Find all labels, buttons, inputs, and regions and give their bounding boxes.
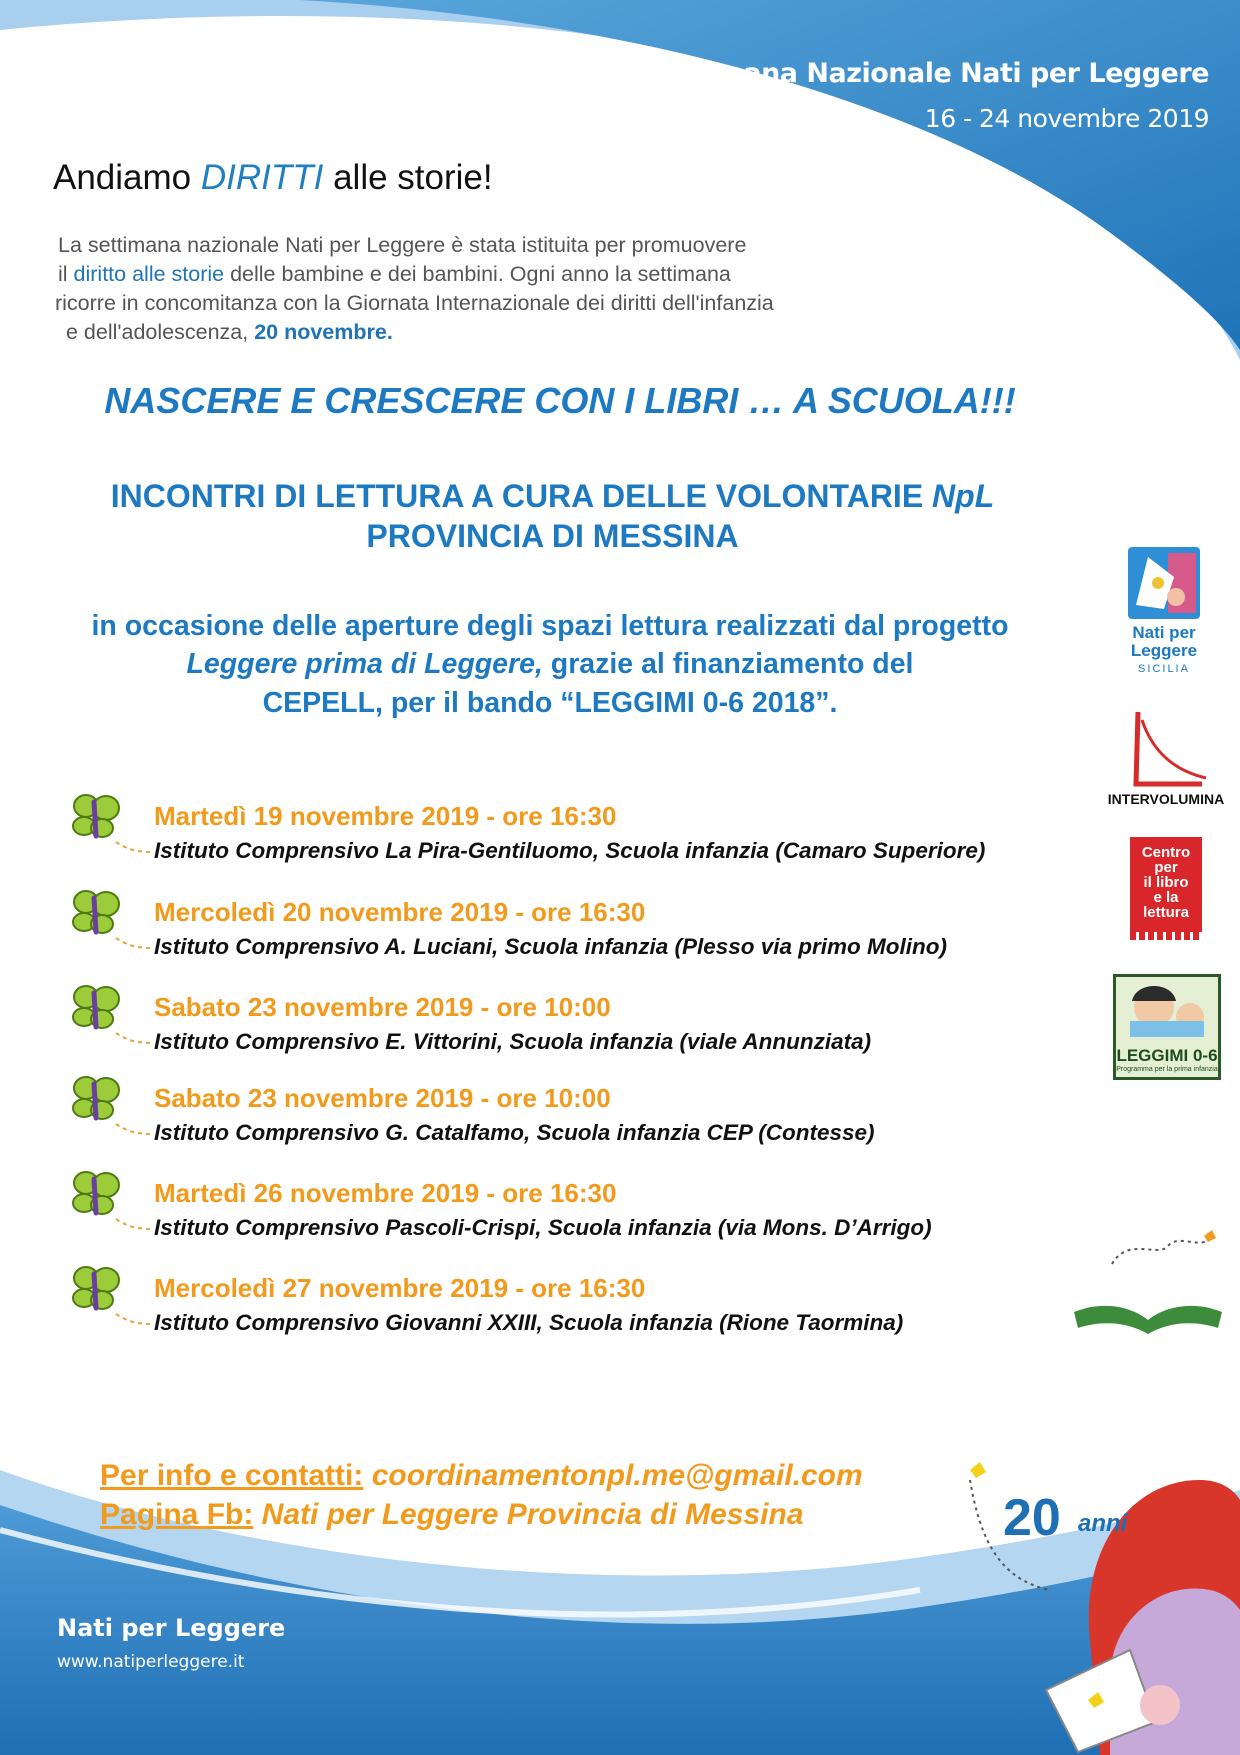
butterfly-icon [68,1167,158,1239]
footer-url[interactable]: www.natiperleggere.it [57,1652,245,1672]
intervolumina-text: INTERVOLUMINA [1107,791,1225,806]
occasion-line-1: in occasione delle aperture degli spazi lettura realizzati dal progetto [91,610,1009,642]
event-date-1: Martedì 19 novembre 2019 - ore 16:30 [154,801,617,831]
cepell-logo-stripe [1130,932,1202,940]
subhead-line-1 [0,478,1105,515]
butterfly-icon [68,1262,158,1334]
event-place-4: Istituto Comprensivo G. Catalfamo, Scuola infanzia CEP (Contesse) [154,1120,875,1145]
intro-highlight-date: 20 novembre. [254,320,393,344]
intro-line-1: La settimana nazionale Nati per Leggere è stata istituita per promuovere [58,233,747,257]
subhead-pre: INCONTRI DI LETTURA A CURA DELLE VOLONTARIE [110,478,933,514]
event-place-3: Istituto Comprensivo E. Vittorini, Scuola infanzia (viale Annunziata) [154,1029,872,1054]
event-place-2: Istituto Comprensivo A. Luciani, Scuola infanzia (Plesso via primo Molino) [154,934,948,959]
cepell-l5: lettura [1143,904,1189,921]
intro-l4-pre: e dell'adolescenza, [66,320,255,344]
event-series-dates: 16 - 24 novembre 2019 [924,104,1209,133]
occasion-line-2 [0,645,1100,683]
slogan-post: alle storie! [323,158,493,197]
cepell-l4: e la [1153,889,1179,906]
contact-email[interactable]: coordinamentonpl.me@gmail.com [363,1459,863,1492]
slogan-emphasis: DIRITTI [200,158,324,197]
open-book-icon [1068,1228,1228,1338]
occasion-l2-post: grazie al finanziamento del [542,648,914,680]
intro-l2-post: delle bambine e dei bambini. Ogni anno la settimana [224,262,731,286]
event-place-6: Istituto Comprensivo Giovanni XXIII, Scuola infanzia (Rione Taormina) [154,1310,904,1335]
event-date-3: Sabato 23 novembre 2019 - ore 10:00 [154,992,611,1022]
footer-brand: Nati per Leggere [57,1614,286,1642]
npl-sicilia-l2: Leggere [1130,641,1198,660]
event-date-4: Sabato 23 novembre 2019 - ore 10:00 [154,1083,611,1113]
intervolumina-logo [1102,710,1230,806]
butterfly-icon [68,1072,158,1144]
npl-sicilia-text [1120,624,1208,678]
facebook-page[interactable]: Nati per Leggere Provincia di Messina [253,1498,804,1531]
contact-info [100,1459,863,1493]
slogan [53,158,493,198]
npl-sicilia-logo [1128,547,1200,619]
intro-highlight-right: diritto alle storie [73,262,225,286]
event-place-1: Istituto Comprensivo La Pira-Gentiluomo, Scuola infanzia (Camaro Superiore) [154,838,986,863]
occasion-line-3: CEPELL, per il bando “LEGGIMI 0-6 2018”. [262,687,838,719]
event-date-5: Martedì 26 novembre 2019 - ore 16:30 [154,1178,617,1208]
event-place-5: Istituto Comprensivo Pascoli-Crispi, Scuola infanzia (via Mons. D’Arrigo) [154,1215,932,1240]
anniversary-text: anni [1078,1510,1128,1537]
event-date-2: Mercoledì 20 novembre 2019 - ore 16:30 [154,897,646,927]
leggimi-subtitle: Programma per la prima infanzia [1116,1066,1218,1073]
npl-sicilia-l3: SICILIA [1138,663,1190,675]
leggimi-logo [1113,974,1221,1080]
intro-paragraph [55,231,938,347]
contact-info-label: Per info e contatti: [100,1459,364,1492]
child-reading-icon [1128,547,1200,619]
butterfly-icon [68,886,158,958]
event-date-6: Mercoledì 27 novembre 2019 - ore 16:30 [154,1273,646,1303]
main-headline: NASCERE E CRESCERE CON I LIBRI … A SCUOLA!!! [104,380,1016,421]
butterfly-icon [68,981,158,1053]
npl-sicilia-l1: Nati per [1132,623,1196,642]
subhead-line-2: PROVINCIA DI MESSINA [366,518,739,554]
cepell-l1: Centro [1141,844,1191,861]
event-series-title: Settimana Nazionale Nati per Leggere [645,58,1209,89]
cepell-logo [1130,837,1202,939]
intro-l2-pre: il [58,262,74,286]
intro-line-4 [66,318,938,347]
children-reading-icon [1116,977,1218,1041]
subhead-npl: NpL [932,478,995,514]
leggimi-title: LEGGIMI 0-6 [1116,1046,1218,1065]
slogan-pre: Andiamo [53,158,201,197]
intro-line-3: ricorre in concomitanza con la Giornata Internazionale dei diritti dell'infanzia [55,291,774,315]
butterfly-icon [68,790,158,862]
cepell-l2: per [1154,859,1178,876]
occasion-project: Leggere prima di Leggere, [186,648,543,680]
anniversary-number: 20 [1003,1489,1061,1547]
cepell-l3: il libro [1143,874,1189,891]
intro-line-2 [58,260,938,289]
facebook-label: Pagina Fb: [100,1498,254,1531]
mother-child-illustration [960,1460,1240,1755]
contact-facebook [100,1498,804,1532]
